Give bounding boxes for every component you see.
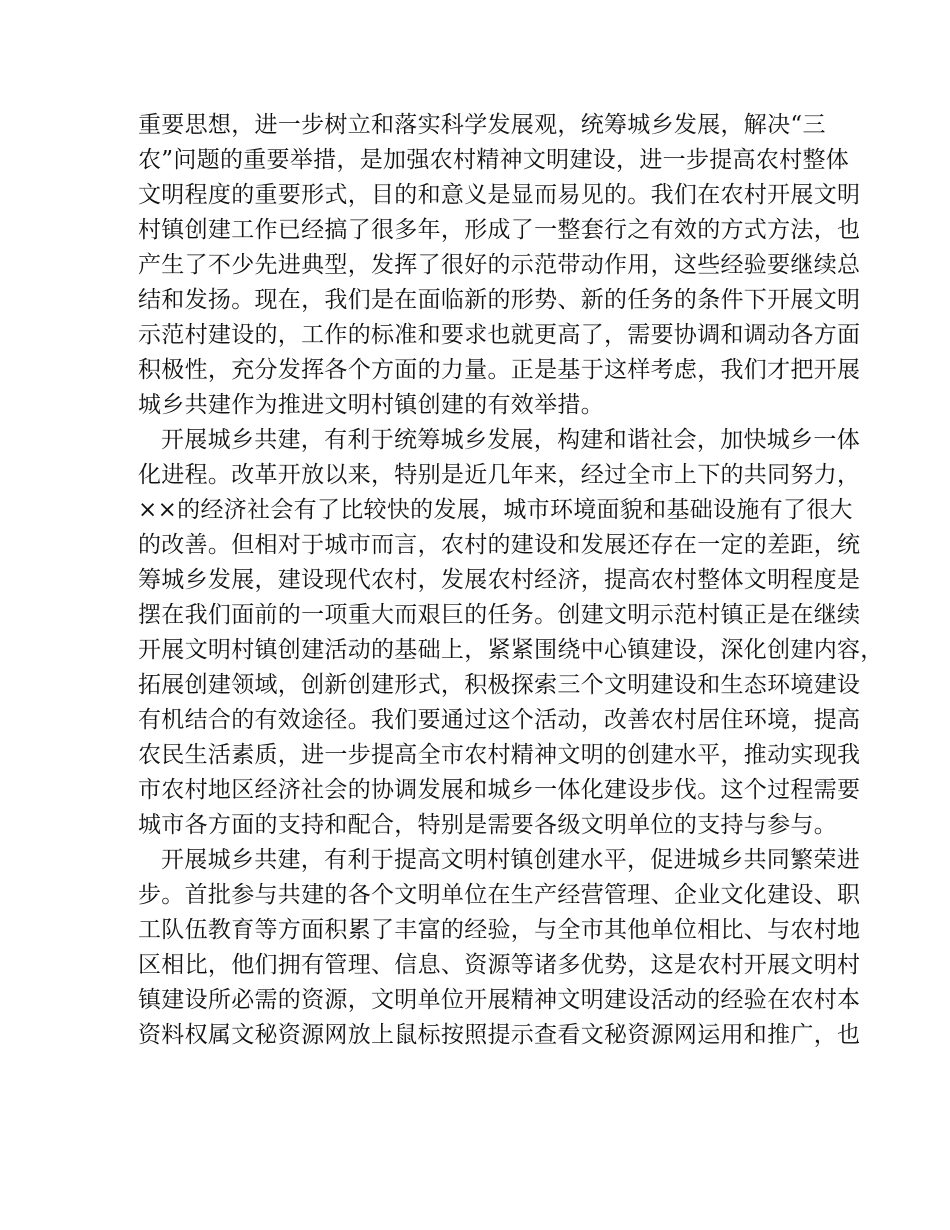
text-line: 开展文明村镇创建活动的基础上，紧紧围绕中心镇建设，深化创建内容， bbox=[138, 637, 884, 663]
text-line: 资料权属文秘资源网放上鼠标按照提示查看文秘资源网运用和推广，也 bbox=[138, 1022, 861, 1048]
text-line: 重要思想，进一步树立和落实科学发展观，统筹城乡发展，解决“三 bbox=[138, 112, 826, 138]
text-line: 城乡共建作为推进文明村镇创建的有效举措。 bbox=[138, 392, 604, 418]
text-line: 筹城乡发展，建设现代农村，发展农村经济，提高农村整体文明程度是 bbox=[138, 567, 861, 593]
text-line: 文明程度的重要形式，目的和意义是显而易见的。我们在农村开展文明 bbox=[138, 182, 861, 208]
text-line: 的改善。但相对于城市而言，农村的建设和发展还存在一定的差距，统 bbox=[138, 532, 861, 558]
document-body bbox=[138, 108, 884, 1053]
text-line: 有机结合的有效途径。我们要通过这个活动，改善农村居住环境，提高 bbox=[138, 707, 861, 733]
text-line: 工队伍教育等方面积累了丰富的经验，与全市其他单位相比、与农村地 bbox=[138, 917, 861, 943]
text-line: 城市各方面的支持和配合，特别是需要各级文明单位的支持与参与。 bbox=[138, 812, 837, 838]
text-line: 结和发扬。现在，我们是在面临新的形势、新的任务的条件下开展文明 bbox=[138, 287, 861, 313]
text-line: ××的经济社会有了比较快的发展，城市环境面貌和基础设施有了很大 bbox=[138, 497, 853, 523]
paragraph-first-line: 开展城乡共建，有利于提高文明村镇创建水平，促进城乡共同繁荣进 bbox=[161, 847, 860, 873]
text-line: 摆在我们面前的一项重大而艰巨的任务。创建文明示范村镇正是在继续 bbox=[138, 602, 861, 628]
text-line: 市农村地区经济社会的协调发展和城乡一体化建设步伐。这个过程需要 bbox=[138, 777, 861, 803]
text-line: 农民生活素质，进一步提高全市农村精神文明的创建水平，推动实现我 bbox=[138, 742, 861, 768]
paragraph-first-line: 开展城乡共建，有利于统筹城乡发展，构建和谐社会，加快城乡一体 bbox=[161, 427, 860, 453]
text-line: 镇建设所必需的资源，文明单位开展精神文明建设活动的经验在农村本 bbox=[138, 987, 861, 1013]
text-line: 产生了不少先进典型，发挥了很好的示范带动作用，这些经验要继续总 bbox=[138, 252, 861, 278]
text-line: 积极性，充分发挥各个方面的力量。正是基于这样考虑，我们才把开展 bbox=[138, 357, 861, 383]
text-line: 村镇创建工作已经搞了很多年，形成了一整套行之有效的方式方法，也 bbox=[138, 217, 861, 243]
text-line: 拓展创建领域，创新创建形式，积极探索三个文明建设和生态环境建设 bbox=[138, 672, 861, 698]
text-line: 步。首批参与共建的各个文明单位在生产经营管理、企业文化建设、职 bbox=[138, 882, 861, 908]
text-line: 化进程。改革开放以来，特别是近几年来，经过全市上下的共同努力， bbox=[138, 462, 861, 488]
text-line: 示范村建设的，工作的标准和要求也就更高了，需要协调和调动各方面 bbox=[138, 322, 861, 348]
text-line: 区相比，他们拥有管理、信息、资源等诸多优势，这是农村开展文明村 bbox=[138, 952, 861, 978]
text-line: 农”问题的重要举措，是加强农村精神文明建设，进一步提高农村整体 bbox=[138, 147, 850, 173]
